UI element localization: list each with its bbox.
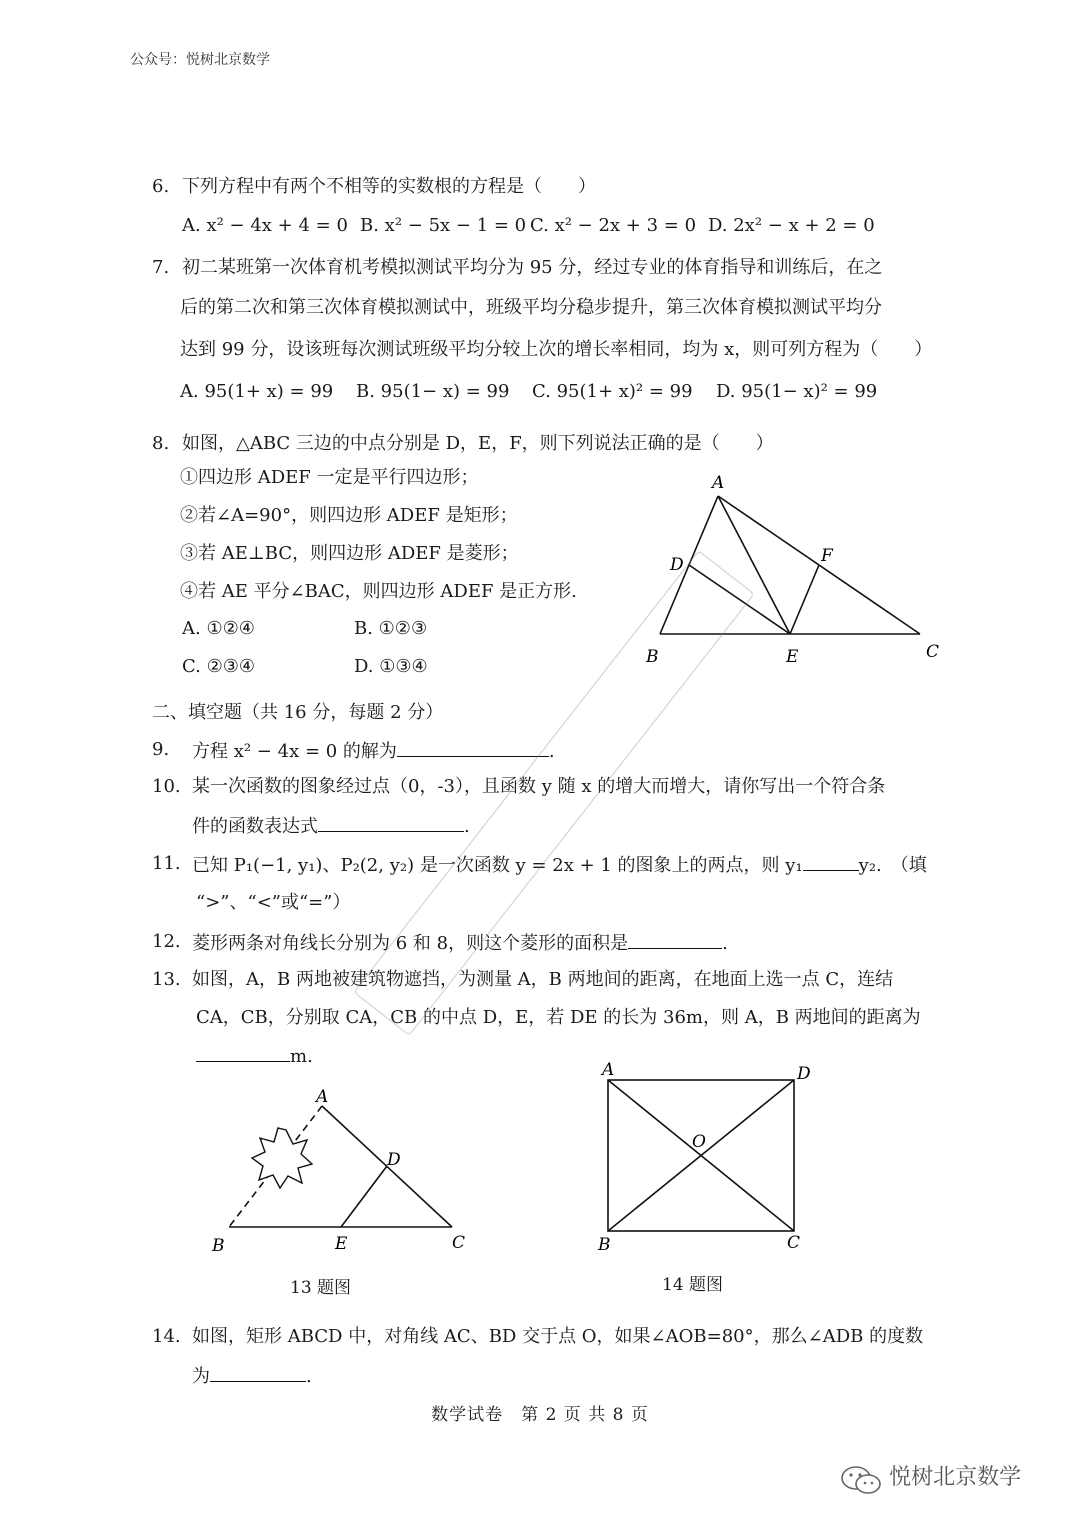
question-13-post: m. — [290, 1046, 313, 1067]
q13-figure-caption: 13 题图 — [290, 1278, 352, 1298]
brand-watermark — [838, 1460, 1021, 1497]
question-12-post: . — [722, 933, 728, 954]
question-13-line2: CA，CB，分别取 CA，CB 的中点 D，E，若 DE 的长为 36m，则 A，B 两地间的距离为 — [196, 1007, 921, 1028]
question-14-post: . — [306, 1366, 312, 1387]
q8-option-c: C. ②③④ — [182, 656, 255, 677]
section-2-title: 二、填空题（共 16 分，每题 2 分） — [152, 702, 444, 723]
q8-label-d: D — [670, 555, 684, 575]
q7-option-a: A. 95(1+ x) = 99 — [180, 381, 334, 402]
question-10-line1: 某一次函数的图象经过点（0，-3），且函数 y 随 x 的增大而增大，请你写出一个符合条 — [192, 776, 886, 797]
q8-option-a: A. ①②④ — [182, 618, 255, 639]
building-obstacle-icon — [252, 1128, 312, 1188]
question-11-line2: “>”、“<”或“=”） — [196, 892, 351, 913]
q8-option-b: B. ①②③ — [354, 618, 428, 639]
q8-label-b: B — [646, 647, 659, 667]
question-7-line1: 初二某班第一次体育机考模拟测试平均分为 95 分，经过专业的体育指导和训练后，在之 — [182, 257, 883, 278]
question-8-number: 8. — [152, 433, 170, 454]
q14-figure-caption: 14 题图 — [662, 1275, 724, 1295]
q6-option-d: D. 2x² − x + 2 = 0 — [708, 215, 875, 236]
question-10-number: 10. — [152, 776, 181, 797]
q8-statement-4: ④若 AE 平分∠BAC，则四边形 ADEF 是正方形. — [180, 581, 577, 602]
question-11-text: 已知 P₁(−1, y₁)、P₂(2, y₂) 是一次函数 y = 2x + 1 的图象上的两点，则 y₁ — [192, 855, 803, 876]
question-7-line3: 达到 99 分，设该班每次测试班级平均分较上次的增长率相同，均为 x，则可列方程为（ ） — [180, 339, 933, 360]
q14-label-o: O — [692, 1132, 706, 1152]
q14-answer-blank[interactable] — [210, 1363, 306, 1382]
q14-label-d: D — [797, 1064, 811, 1084]
q8-option-d: D. ①③④ — [354, 656, 428, 677]
q13-label-d: D — [387, 1150, 401, 1170]
q8-statement-1: ①四边形 ADEF 一定是平行四边形； — [180, 467, 479, 488]
q7-option-b: B. 95(1− x) = 99 — [356, 381, 510, 402]
q8-label-f: F — [821, 546, 833, 566]
question-11-text-b: y₂. （填 — [858, 855, 927, 876]
q13-label-c: C — [452, 1233, 466, 1253]
question-9-number: 9. — [152, 739, 170, 760]
page-footer: 数学试卷 第 2 页 共 8 页 — [431, 1405, 649, 1425]
q13-label-e: E — [335, 1234, 348, 1254]
watermark-band-outline — [354, 551, 754, 1035]
wechat-icon — [838, 1463, 884, 1497]
q14-label-c: C — [787, 1233, 801, 1253]
q6-option-c: C. x² − 2x + 3 = 0 — [530, 215, 697, 236]
question-14-line2 — [192, 1363, 312, 1389]
q7-option-d: D. 95(1− x)² = 99 — [716, 381, 878, 402]
question-10-line2-text: 件的函数表达式 — [192, 816, 318, 837]
q14-label-b: B — [598, 1235, 611, 1255]
question-6-number: 6. — [152, 176, 170, 197]
question-11-number: 11. — [152, 853, 181, 874]
q7-option-c: C. 95(1+ x)² = 99 — [532, 381, 693, 402]
brand-watermark-text: 悦树北京数学 — [889, 1465, 1022, 1490]
question-12-number: 12. — [152, 931, 181, 952]
question-13-number: 13. — [152, 969, 181, 990]
question-14-line1: 如图，矩形 ABCD 中，对角线 AC、BD 交于点 O，如果∠AOB=80°，那么∠ADB 的度数 — [192, 1326, 924, 1347]
question-6-stem: 下列方程中有两个不相等的实数根的方程是（ ） — [182, 176, 596, 197]
page-header: 公众号：悦树北京数学 — [130, 52, 270, 68]
q8-label-c: C — [926, 642, 940, 662]
q14-label-a: A — [602, 1060, 615, 1080]
q6-option-a: A. x² − 4x + 4 = 0 — [182, 215, 348, 236]
question-14-number: 14. — [152, 1326, 181, 1347]
question-13-line1: 如图，A，B 两地被建筑物遮挡，为测量 A，B 两地间的距离，在地面上选一点 C，连结 — [192, 969, 894, 990]
question-7-line2: 后的第二次和第三次体育模拟测试中，班级平均分稳步提升，第三次体育模拟测试平均分 — [180, 297, 882, 318]
q6-option-b: B. x² − 5x − 1 = 0 — [360, 215, 527, 236]
question-8-stem: 如图，△ABC 三边的中点分别是 D，E，F，则下列说法正确的是（ ） — [182, 433, 774, 454]
q8-statement-2: ②若∠A=90°，则四边形 ADEF 是矩形； — [180, 505, 518, 526]
question-14-line2-text: 为 — [192, 1366, 210, 1387]
q13-segment-de — [341, 1166, 387, 1227]
question-9-text: 方程 x² − 4x = 0 的解为 — [192, 741, 397, 762]
q8-statement-3: ③若 AE⊥BC，则四边形 ADEF 是菱形； — [180, 543, 519, 564]
question-12-text: 菱形两条对角线长分别为 6 和 8，则这个菱形的面积是 — [192, 933, 629, 954]
q13-label-a: A — [316, 1087, 329, 1107]
q8-label-a: A — [712, 473, 725, 493]
q8-label-e: E — [786, 647, 799, 667]
question-7-number: 7. — [152, 257, 170, 278]
question-9-post: . — [548, 741, 555, 762]
diagonal-watermark — [230, 470, 870, 1110]
q13-label-b: B — [212, 1236, 225, 1256]
question-10-post: . — [464, 816, 470, 837]
